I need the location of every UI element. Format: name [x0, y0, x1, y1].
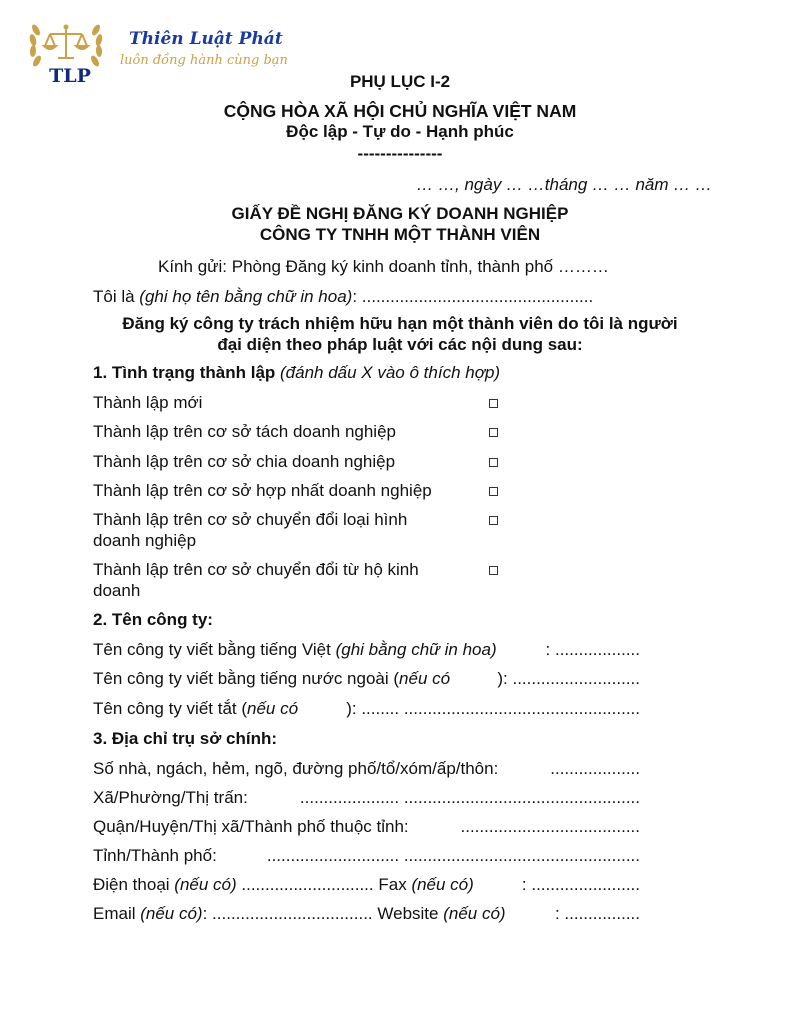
email-website-row	[93, 904, 640, 924]
section3-heading: 3. Địa chỉ trụ sở chính:	[93, 729, 278, 748]
company-name-short-field[interactable]: ): ........ ..................................................	[346, 699, 640, 718]
checkbox-convert-type[interactable]	[489, 516, 498, 525]
company-name-vi-row	[93, 640, 640, 660]
street-label: Số nhà, ngách, hẻm, ngõ, đường phố/tổ/xóm/ấp/thôn:	[93, 759, 499, 778]
ward-label: Xã/Phường/Thị trấn:	[93, 788, 248, 807]
form-title-line1: GIẤY ĐỀ NGHỊ ĐĂNG KÝ DOANH NGHIỆP	[231, 204, 569, 223]
option-convert-household-line2: doanh	[93, 581, 141, 600]
recipient-line: Kính gửi: Phòng Đăng ký kinh doanh tỉnh, thành phố ………	[158, 257, 609, 276]
website-field[interactable]: : ................	[554, 904, 640, 923]
country-name: CỘNG HÒA XÃ HỘI CHỦ NGHĨA VIỆT NAM	[223, 101, 577, 121]
logo-tagline: luôn đồng hành cùng bạn	[120, 53, 288, 68]
national-motto: Độc lập - Tự do - Hạnh phúc	[286, 122, 514, 141]
phone-label: Điện thoại	[93, 875, 175, 894]
website-label: Website	[372, 904, 444, 923]
option-convert-type-line1: Thành lập trên cơ sở chuyển đổi loại hình	[93, 510, 408, 529]
applicant-name-dots[interactable]: : .................................................	[352, 287, 594, 306]
ward-row	[93, 788, 640, 808]
email-label: Email	[93, 904, 141, 923]
section1-heading	[93, 363, 500, 383]
checkbox-convert-household[interactable]	[489, 566, 498, 575]
email-field[interactable]: : ..................................	[202, 904, 373, 923]
option-convert-household-line1: Thành lập trên cơ sở chuyển đổi từ hộ kinh	[93, 560, 419, 579]
phone-field[interactable]: ............................	[236, 875, 374, 894]
fax-label: Fax	[373, 875, 412, 894]
checkbox-divide[interactable]	[489, 458, 498, 467]
website-hint: (nếu có)	[443, 904, 506, 923]
applicant-name-prefix: Tôi là	[93, 287, 140, 306]
company-name-foreign-label: Tên công ty viết bằng tiếng nước ngoài (	[93, 669, 400, 688]
form-title-line2: CÔNG TY TNHH MỘT THÀNH VIÊN	[259, 225, 541, 244]
logo-abbreviation: TLP	[49, 65, 91, 87]
section1-title: 1. Tình trạng thành lập	[93, 363, 276, 382]
province-field[interactable]: ............................ ..................................................	[266, 846, 640, 865]
company-name-short-label: Tên công ty viết tắt (	[93, 699, 248, 718]
option-new: Thành lập mới	[93, 393, 203, 412]
option-convert-type-line2: doanh nghiệp	[93, 531, 197, 550]
applicant-name-hint: (ghi họ tên bằng chữ in hoa)	[139, 287, 353, 306]
fax-hint: (nếu có)	[411, 875, 474, 894]
street-row	[93, 759, 640, 779]
company-name-short-hint: nếu có	[247, 699, 299, 718]
district-label: Quận/Huyện/Thị xã/Thành phố thuộc tỉnh:	[93, 817, 409, 836]
checkbox-split[interactable]	[489, 428, 498, 437]
applicant-name-line	[93, 287, 593, 307]
date-line: … …, ngày … …tháng … … năm … …	[416, 175, 712, 194]
phone-hint: (nếu có)	[174, 875, 237, 894]
ward-field[interactable]: ..................... ..................................................	[299, 788, 640, 807]
district-field[interactable]: ......................................	[460, 817, 640, 836]
option-divide: Thành lập trên cơ sở chia doanh nghiệp	[93, 452, 396, 471]
company-name-vi-field[interactable]: : ..................	[545, 640, 640, 659]
appendix-label: PHỤ LỤC I-2	[349, 72, 451, 91]
company-name-short-row	[93, 699, 640, 719]
section2-heading: 2. Tên công ty:	[93, 610, 213, 629]
option-merge: Thành lập trên cơ sở hợp nhất doanh nghiệp	[93, 481, 432, 500]
phone-fax-row	[93, 875, 640, 895]
logo-company-name: Thiên Luật Phát	[129, 29, 283, 49]
company-name-vi-hint: (ghi bằng chữ in hoa)	[335, 640, 497, 659]
checkbox-new[interactable]	[489, 399, 498, 408]
company-name-vi-label: Tên công ty viết bằng tiếng Việt	[93, 640, 336, 659]
street-field[interactable]: ...................	[550, 759, 640, 778]
header-separator: ---------------	[357, 144, 443, 163]
fax-field[interactable]: : .......................	[521, 875, 640, 894]
company-name-foreign-hint: nếu có	[399, 669, 451, 688]
section1-hint: (đánh dấu X vào ô thích hợp)	[275, 363, 501, 382]
company-name-foreign-field[interactable]: ): ...........................	[497, 669, 640, 688]
option-split: Thành lập trên cơ sở tách doanh nghiệp	[93, 422, 396, 441]
checkbox-merge[interactable]	[489, 487, 498, 496]
province-row	[93, 846, 640, 866]
province-label: Tỉnh/Thành phố:	[93, 846, 217, 865]
company-name-foreign-row	[93, 669, 640, 689]
statement-line1: Đăng ký công ty trách nhiệm hữu hạn một thành viên do tôi là người	[122, 314, 678, 333]
district-row	[93, 817, 640, 837]
statement-line2: đại diện theo pháp luật với các nội dung sau:	[217, 335, 583, 354]
email-hint: (nếu có)	[140, 904, 203, 923]
